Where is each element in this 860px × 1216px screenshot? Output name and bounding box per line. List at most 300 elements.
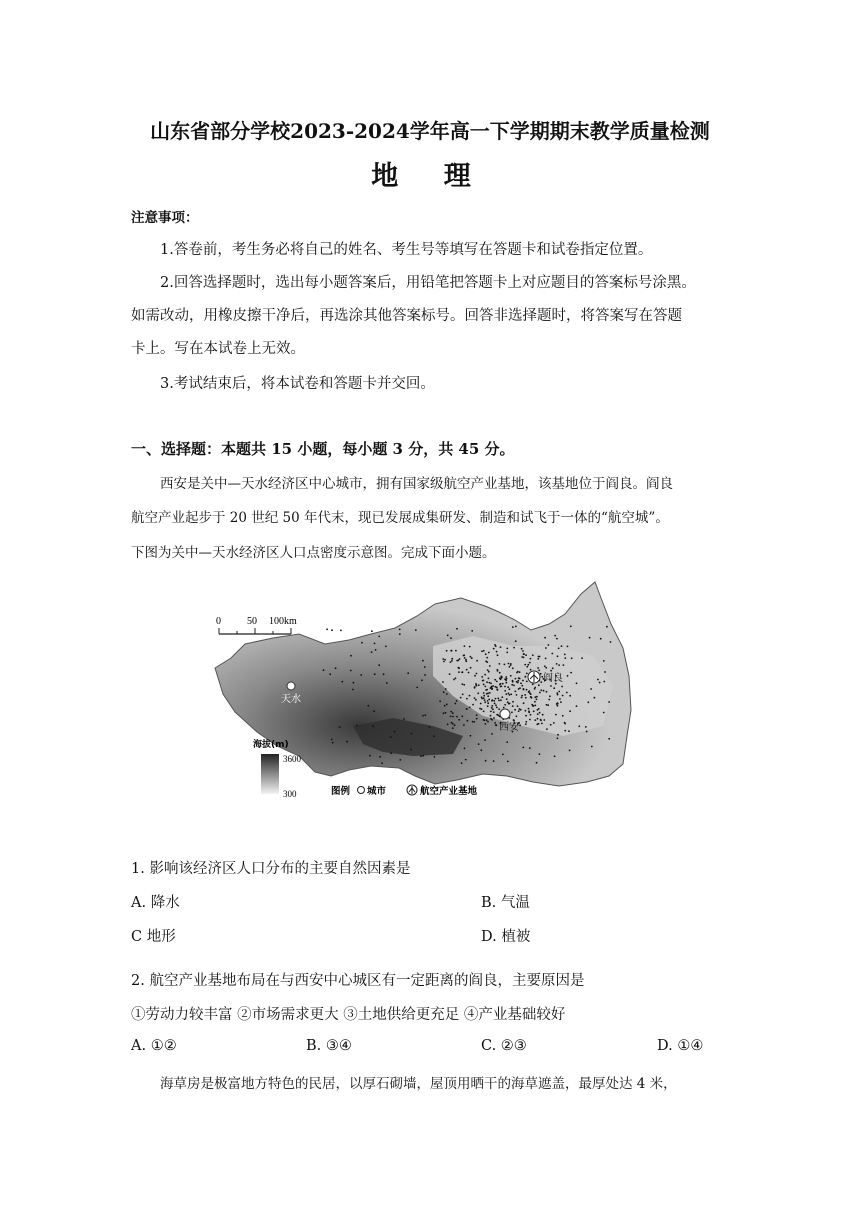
population-dot bbox=[469, 646, 471, 648]
population-dot bbox=[326, 628, 328, 630]
population-dot bbox=[464, 645, 466, 647]
population-dot bbox=[390, 752, 392, 754]
population-dot bbox=[585, 726, 587, 728]
population-dot bbox=[371, 630, 373, 632]
population-dot bbox=[472, 704, 474, 706]
q2-stem: 2. 航空产业基地布局在与西安中心城区有一定距离的阎良，主要原因是 bbox=[131, 973, 585, 989]
population-dot bbox=[383, 673, 385, 675]
population-dot bbox=[486, 661, 488, 663]
legend-label: 图例 bbox=[331, 786, 351, 797]
section-heading: 一、选择题：本题共 15 小题，每小题 3 分，共 45 分。 bbox=[131, 440, 515, 458]
population-dot bbox=[458, 719, 460, 721]
population-dot bbox=[492, 708, 494, 710]
population-dot bbox=[549, 695, 551, 697]
population-dot bbox=[505, 682, 507, 684]
population-dot bbox=[422, 755, 424, 757]
population-dot bbox=[498, 708, 500, 710]
population-dot bbox=[545, 658, 547, 660]
population-dot bbox=[484, 686, 486, 688]
population-dot bbox=[523, 702, 525, 704]
population-dot bbox=[458, 667, 460, 669]
tianshui-city-marker bbox=[287, 682, 295, 690]
population-dot bbox=[533, 710, 535, 712]
population-dot bbox=[499, 663, 501, 665]
population-dot bbox=[339, 726, 341, 728]
population-dot bbox=[523, 688, 525, 690]
population-dot bbox=[470, 656, 472, 658]
population-dot bbox=[561, 645, 563, 647]
population-dot bbox=[604, 671, 606, 673]
population-dot bbox=[465, 660, 467, 662]
population-dot bbox=[507, 761, 509, 763]
notice-item-2-line-1: 2.回答选择题时，选出每小题答案后，用铅笔把答题卡上对应题目的答案标号涂黑。 bbox=[160, 275, 696, 291]
population-dot bbox=[450, 637, 452, 639]
passage-line-2: 航空产业起步于 20 世纪 50 年代末，现已发展成集研发、制造和试飞于一体的“航空城”。 bbox=[131, 510, 669, 526]
population-density-map bbox=[203, 576, 643, 806]
population-dot bbox=[501, 677, 503, 679]
population-dot bbox=[552, 667, 554, 669]
population-dot bbox=[522, 747, 524, 749]
population-dot bbox=[411, 733, 413, 735]
population-dot bbox=[540, 673, 542, 675]
population-dot bbox=[511, 684, 513, 686]
population-dot bbox=[521, 685, 523, 687]
population-dot bbox=[399, 629, 401, 631]
population-dot bbox=[530, 658, 532, 660]
population-dot bbox=[445, 712, 447, 714]
population-dot bbox=[576, 705, 578, 707]
subject-title: 地 理 bbox=[371, 161, 489, 192]
population-dot bbox=[522, 680, 524, 682]
population-dot bbox=[546, 704, 548, 706]
population-dot bbox=[532, 654, 534, 656]
population-dot bbox=[557, 734, 559, 736]
population-dot bbox=[544, 637, 546, 639]
xian-city-marker bbox=[500, 709, 510, 719]
population-dot bbox=[496, 707, 498, 709]
q1-stem: 1. 影响该经济区人口分布的主要自然因素是 bbox=[131, 861, 411, 877]
population-dot bbox=[515, 640, 517, 642]
population-dot bbox=[506, 741, 508, 743]
population-dot bbox=[543, 719, 545, 721]
population-dot bbox=[581, 657, 583, 659]
population-dot bbox=[496, 651, 498, 653]
population-dot bbox=[499, 672, 501, 674]
population-dot bbox=[458, 671, 460, 673]
population-dot bbox=[502, 683, 504, 685]
population-dot bbox=[514, 691, 516, 693]
population-dot bbox=[526, 689, 528, 691]
notice-heading: 注意事项： bbox=[131, 210, 199, 226]
population-dot bbox=[463, 724, 465, 726]
population-dot bbox=[500, 646, 502, 648]
q2-statements: ①劳动力较丰富 ②市场需求更大 ③土地供给更充足 ④产业基础较好 bbox=[131, 1007, 566, 1023]
notice-item-1: 1.答卷前，考生务必将自己的姓名、考生号等填写在答题卡和试卷指定位置。 bbox=[160, 242, 653, 258]
population-dot bbox=[529, 719, 531, 721]
population-dot bbox=[523, 653, 525, 655]
population-dot bbox=[500, 683, 502, 685]
population-dot bbox=[597, 679, 599, 681]
population-dot bbox=[547, 704, 549, 706]
population-dot bbox=[356, 725, 358, 727]
population-dot bbox=[447, 635, 449, 637]
population-dot bbox=[567, 675, 569, 677]
population-dot bbox=[491, 686, 493, 688]
population-dot bbox=[464, 657, 466, 659]
population-dot bbox=[510, 675, 512, 677]
population-dot bbox=[487, 695, 489, 697]
population-dot bbox=[496, 714, 498, 716]
population-dot bbox=[410, 749, 412, 751]
population-dot bbox=[456, 716, 458, 718]
population-dot bbox=[473, 721, 475, 723]
population-dot bbox=[466, 708, 468, 710]
population-dot bbox=[462, 694, 464, 696]
elevation-high: 3600 bbox=[283, 754, 301, 764]
population-dot bbox=[534, 705, 536, 707]
population-dot bbox=[513, 685, 515, 687]
population-dot bbox=[578, 725, 580, 727]
population-dot bbox=[496, 686, 498, 688]
population-dot bbox=[525, 721, 527, 723]
population-dot bbox=[500, 685, 502, 687]
population-dot bbox=[566, 692, 568, 694]
population-dot bbox=[525, 697, 527, 699]
population-dot bbox=[554, 755, 556, 757]
population-dot bbox=[567, 646, 569, 648]
population-dot bbox=[421, 679, 423, 681]
population-dot bbox=[452, 727, 454, 729]
population-dot bbox=[434, 756, 436, 758]
population-dot bbox=[570, 625, 572, 627]
population-dot bbox=[486, 657, 488, 659]
population-dot bbox=[558, 664, 560, 666]
population-dot bbox=[443, 712, 445, 714]
population-dot bbox=[487, 721, 489, 723]
population-dot bbox=[514, 709, 516, 711]
population-dot bbox=[480, 703, 482, 705]
population-dot bbox=[564, 657, 566, 659]
population-dot bbox=[528, 690, 530, 692]
population-dot bbox=[564, 730, 566, 732]
population-dot bbox=[539, 753, 541, 755]
population-dot bbox=[517, 705, 519, 707]
population-dot bbox=[444, 705, 446, 707]
population-dot bbox=[589, 637, 591, 639]
population-dot bbox=[518, 710, 520, 712]
population-dot bbox=[507, 686, 509, 688]
population-dot bbox=[476, 673, 478, 675]
population-dot bbox=[475, 699, 477, 701]
population-dot bbox=[537, 718, 539, 720]
population-dot bbox=[445, 688, 447, 690]
population-dot bbox=[323, 669, 325, 671]
population-dot bbox=[490, 711, 492, 713]
population-dot bbox=[385, 646, 387, 648]
population-dot bbox=[559, 698, 561, 700]
population-dot bbox=[497, 697, 499, 699]
population-dot bbox=[587, 701, 589, 703]
population-dot bbox=[497, 654, 499, 656]
population-dot bbox=[519, 687, 521, 689]
population-dot bbox=[353, 682, 355, 684]
population-dot bbox=[469, 707, 471, 709]
population-dot bbox=[486, 719, 488, 721]
population-dot bbox=[497, 670, 499, 672]
population-dot bbox=[524, 676, 526, 678]
population-dot bbox=[610, 641, 612, 643]
population-dot bbox=[540, 689, 542, 691]
population-dot bbox=[447, 724, 449, 726]
population-dot bbox=[446, 693, 448, 695]
population-dot bbox=[463, 654, 465, 656]
population-dot bbox=[525, 715, 527, 717]
population-dot bbox=[488, 652, 490, 654]
population-dot bbox=[519, 724, 521, 726]
legend-city-icon bbox=[358, 787, 365, 794]
population-dot bbox=[374, 673, 376, 675]
population-dot bbox=[486, 681, 488, 683]
population-dot bbox=[586, 731, 588, 733]
population-dot bbox=[538, 656, 540, 658]
population-dot bbox=[433, 735, 435, 737]
population-dot bbox=[489, 692, 491, 694]
population-dot bbox=[528, 712, 530, 714]
population-dot bbox=[495, 698, 497, 700]
population-dot bbox=[474, 697, 476, 699]
population-dot bbox=[369, 755, 371, 757]
population-dot bbox=[361, 642, 363, 644]
population-dot bbox=[332, 742, 334, 744]
population-dot bbox=[420, 755, 422, 757]
population-dot bbox=[407, 672, 409, 674]
population-dot bbox=[489, 665, 491, 667]
population-dot bbox=[451, 650, 453, 652]
passage-line-1: 西安是关中—天水经济区中心城市，拥有国家级航空产业基地，该基地位于阎良。阎良 bbox=[160, 476, 673, 492]
population-dot bbox=[452, 712, 454, 714]
population-dot bbox=[446, 650, 448, 652]
population-dot bbox=[557, 702, 559, 704]
population-dot bbox=[454, 724, 456, 726]
population-dot bbox=[606, 626, 608, 628]
population-dot bbox=[490, 715, 492, 717]
population-dot bbox=[571, 657, 573, 659]
population-dot bbox=[536, 698, 538, 700]
population-dot bbox=[591, 746, 593, 748]
population-dot bbox=[442, 658, 444, 660]
population-dot bbox=[477, 692, 479, 694]
population-dot bbox=[390, 736, 392, 738]
population-dot bbox=[487, 700, 489, 702]
population-dot bbox=[519, 671, 521, 673]
population-dot bbox=[516, 672, 518, 674]
population-dot bbox=[429, 726, 431, 728]
population-dot bbox=[483, 680, 485, 682]
population-dot bbox=[444, 659, 446, 661]
population-dot bbox=[498, 700, 500, 702]
population-dot bbox=[478, 684, 480, 686]
population-dot bbox=[534, 688, 536, 690]
population-dot bbox=[513, 647, 515, 649]
population-dot bbox=[483, 695, 485, 697]
population-dot bbox=[526, 681, 528, 683]
population-dot bbox=[513, 719, 515, 721]
population-dot bbox=[540, 681, 542, 683]
population-dot bbox=[511, 711, 513, 713]
population-dot bbox=[381, 762, 383, 764]
population-dot bbox=[550, 685, 552, 687]
scale-label-50: 50 bbox=[247, 616, 257, 627]
population-dot bbox=[483, 692, 485, 694]
population-dot bbox=[374, 643, 376, 645]
population-dot bbox=[495, 704, 497, 706]
population-dot bbox=[539, 692, 541, 694]
population-dot bbox=[442, 681, 444, 683]
population-dot bbox=[504, 686, 506, 688]
population-dot bbox=[451, 722, 453, 724]
population-dot bbox=[507, 701, 509, 703]
population-dot bbox=[533, 705, 535, 707]
population-dot bbox=[508, 693, 510, 695]
population-dot bbox=[481, 676, 483, 678]
population-dot bbox=[487, 692, 489, 694]
population-dot bbox=[424, 674, 426, 676]
population-dot bbox=[469, 695, 471, 697]
population-dot bbox=[488, 678, 490, 680]
population-dot bbox=[509, 694, 511, 696]
population-dot bbox=[450, 661, 452, 663]
q2-option-a: A. ①② bbox=[131, 1038, 177, 1054]
population-dot bbox=[544, 665, 546, 667]
population-dot bbox=[557, 655, 559, 657]
population-dot bbox=[537, 658, 539, 660]
population-dot bbox=[529, 747, 531, 749]
population-dot bbox=[506, 678, 508, 680]
population-dot bbox=[526, 673, 528, 675]
population-dot bbox=[550, 670, 552, 672]
population-dot bbox=[545, 647, 547, 649]
population-dot bbox=[525, 710, 527, 712]
population-dot bbox=[536, 696, 538, 698]
population-dot bbox=[484, 701, 486, 703]
population-dot bbox=[476, 685, 478, 687]
population-dot bbox=[590, 688, 592, 690]
population-dot bbox=[485, 723, 487, 725]
population-dot bbox=[476, 714, 478, 716]
population-dot bbox=[486, 689, 488, 691]
population-dot bbox=[553, 722, 555, 724]
population-dot bbox=[526, 666, 528, 668]
elevation-gradient bbox=[261, 754, 279, 794]
population-dot bbox=[452, 716, 454, 718]
population-dot bbox=[570, 672, 572, 674]
population-dot bbox=[451, 660, 453, 662]
population-dot bbox=[483, 684, 485, 686]
population-dot bbox=[481, 698, 483, 700]
population-dot bbox=[519, 678, 521, 680]
population-dot bbox=[485, 760, 487, 762]
population-dot bbox=[451, 658, 453, 660]
notice-item-2-line-3: 卡上。写在本试卷上无效。 bbox=[131, 341, 305, 357]
population-dot bbox=[483, 719, 485, 721]
population-dot bbox=[569, 710, 571, 712]
population-dot bbox=[340, 630, 342, 632]
population-dot bbox=[562, 715, 564, 717]
population-dot bbox=[454, 703, 456, 705]
exam-title: 山东省部分学校2023-2024学年高一下学期期末教学质量检测 bbox=[150, 119, 710, 143]
population-dot bbox=[439, 700, 441, 702]
population-dot bbox=[491, 705, 493, 707]
population-dot bbox=[603, 712, 605, 714]
population-dot bbox=[485, 653, 487, 655]
population-dot bbox=[527, 664, 529, 666]
population-dot bbox=[443, 661, 445, 663]
population-dot bbox=[491, 688, 493, 690]
population-dot bbox=[504, 704, 506, 706]
population-dot bbox=[505, 693, 507, 695]
population-dot bbox=[550, 724, 552, 726]
legend-base-icon bbox=[407, 785, 417, 795]
population-dot bbox=[476, 718, 478, 720]
population-dot bbox=[553, 687, 555, 689]
population-dot bbox=[525, 654, 527, 656]
population-dot bbox=[599, 682, 601, 684]
population-dot bbox=[538, 708, 540, 710]
population-dot bbox=[474, 675, 476, 677]
population-dot bbox=[478, 743, 480, 745]
population-dot bbox=[460, 697, 462, 699]
population-dot bbox=[475, 683, 477, 685]
population-dot bbox=[510, 693, 512, 695]
population-dot bbox=[560, 701, 562, 703]
population-dot bbox=[472, 721, 474, 723]
population-dot bbox=[510, 663, 512, 665]
population-dot bbox=[525, 723, 527, 725]
population-dot bbox=[341, 681, 343, 683]
q2-option-d: D. ①④ bbox=[657, 1038, 704, 1054]
notice-item-3: 3.考试结束后，将本试卷和答题卡并交回。 bbox=[160, 376, 435, 392]
population-dot bbox=[521, 656, 523, 658]
population-dot bbox=[506, 698, 508, 700]
population-dot bbox=[471, 630, 473, 632]
population-dot bbox=[558, 648, 560, 650]
population-dot bbox=[416, 687, 418, 689]
population-dot bbox=[569, 750, 571, 752]
map-figure bbox=[203, 576, 643, 806]
q2-option-c: C. ②③ bbox=[481, 1038, 527, 1054]
population-dot bbox=[367, 705, 369, 707]
population-dot bbox=[487, 669, 489, 671]
population-dot bbox=[496, 688, 498, 690]
population-dot bbox=[483, 711, 485, 713]
population-dot bbox=[517, 680, 519, 682]
population-dot bbox=[468, 672, 470, 674]
population-dot bbox=[538, 723, 540, 725]
population-dot bbox=[372, 725, 374, 727]
population-dot bbox=[329, 673, 331, 675]
passage-2-line-1: 海草房是极富地方特色的民居，以厚石砌墙，屋顶用晒干的海草遮盖，最厚处达 4 米， bbox=[160, 1076, 677, 1092]
scale-label-100: 100km bbox=[269, 616, 297, 627]
population-dot bbox=[529, 662, 531, 664]
population-dot bbox=[608, 701, 610, 703]
population-dot bbox=[494, 722, 496, 724]
population-dot bbox=[350, 655, 352, 657]
population-dot bbox=[371, 651, 373, 653]
population-dot bbox=[422, 660, 424, 662]
population-dot bbox=[558, 691, 560, 693]
population-dot bbox=[484, 674, 486, 676]
population-dot bbox=[450, 711, 452, 713]
